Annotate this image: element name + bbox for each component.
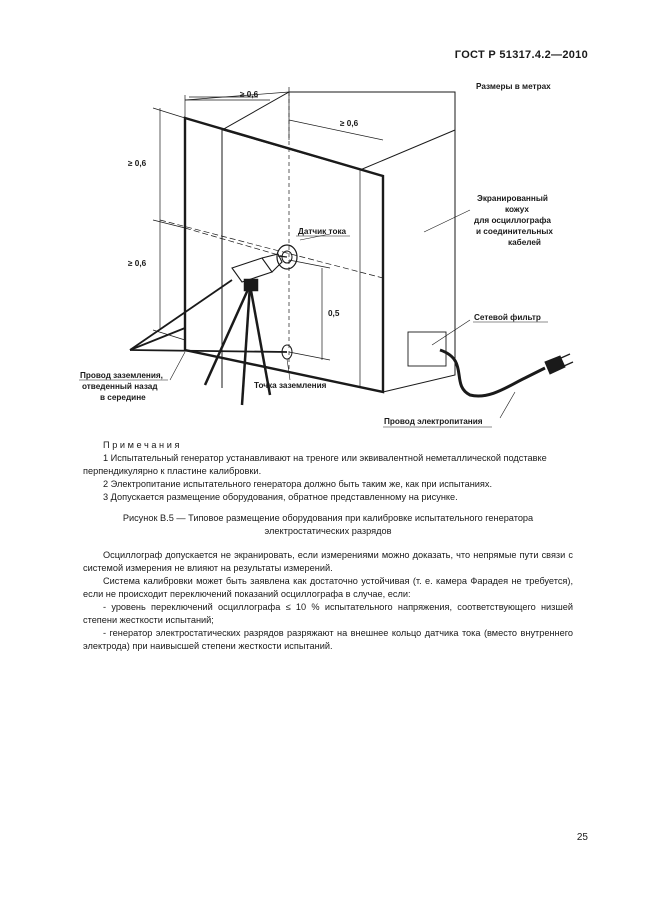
- calibration-setup-figure: [0, 0, 646, 440]
- power-filter-box: [408, 332, 446, 366]
- note-2: 2 Электропитание испытательного генератора должно быть таким же, как при испытаниях.: [103, 479, 493, 489]
- note-3: 3 Допускается размещение оборудования, обратное представленному на рисунке.: [103, 492, 458, 502]
- standard-header: ГОСТ Р 51317.4.2—2010: [454, 49, 588, 61]
- dim-left-lower-label: ≥ 0,6: [128, 259, 147, 268]
- esd-generator: [232, 254, 287, 282]
- dim-top2-label: ≥ 0,6: [340, 119, 359, 128]
- units-note: Размеры в метрах: [476, 82, 551, 91]
- shield-label-3: для осциллографа: [474, 216, 551, 225]
- paragraph-4: - генератор электростатических разрядов разряжают на внешнее кольцо датчика тока (вместо внутреннего электрода) при наивысшей степени жесткости испытаний.: [83, 628, 573, 651]
- page-number: 25: [576, 832, 588, 843]
- ground-wire-label-1: Провод заземления,: [80, 371, 163, 380]
- dim-height-label: 0,5: [328, 309, 340, 318]
- current-sensor-label: Датчик тока: [298, 227, 347, 236]
- ground-wire-label-3: в середине: [100, 393, 146, 402]
- paragraph-2: Система калибровки может быть заявлена как достаточно устойчивая (т. е. камера Фарадея не требуется), если не происходит переключений показаний осциллографа в случае, если:: [83, 576, 573, 599]
- shielded-enclosure: [222, 92, 455, 392]
- paragraph-3: - уровень переключений осциллографа ≤ 10 % испытательного напряжения, соответствующего низшей степени жесткости испытаний;: [83, 602, 573, 625]
- ground-point-label: Точка заземления: [254, 381, 327, 390]
- shield-label-4: и соединительных: [476, 227, 553, 236]
- note-1: 1 Испытательный генератор устанавливают на треноге или эквивалентной неметаллической подставке перпендикулярно к пластине калибровки.: [83, 453, 547, 476]
- dim-left-upper-label: ≥ 0,6: [128, 159, 147, 168]
- figure-caption: [83, 512, 573, 538]
- dimension-lines: [153, 87, 383, 388]
- shield-label-2: кожух: [505, 205, 529, 214]
- filter-label: Сетевой фильтр: [474, 313, 541, 322]
- shield-label-1: Экранированный: [477, 194, 548, 203]
- ground-wire: [130, 280, 287, 352]
- shield-label-5: кабелей: [508, 238, 541, 247]
- dim-top-label: ≥ 0,6: [240, 90, 259, 99]
- paragraph-1: Осциллограф допускается не экранировать, если измерениями можно доказать, что непрямые пути связи с системой измерения не влияют на результаты измерений.: [83, 550, 573, 573]
- notes-title: Примечания: [103, 440, 183, 450]
- power-cable: [440, 350, 545, 396]
- caption-line-1: Рисунок В.5 — Типовое размещение оборудования при калибровке испытательного генератора: [122, 513, 534, 523]
- caption-line-2: электростатических разрядов: [264, 526, 392, 536]
- power-wire-label: Провод электропитания: [384, 417, 483, 426]
- ground-wire-label-2: отведенный назад: [82, 382, 158, 391]
